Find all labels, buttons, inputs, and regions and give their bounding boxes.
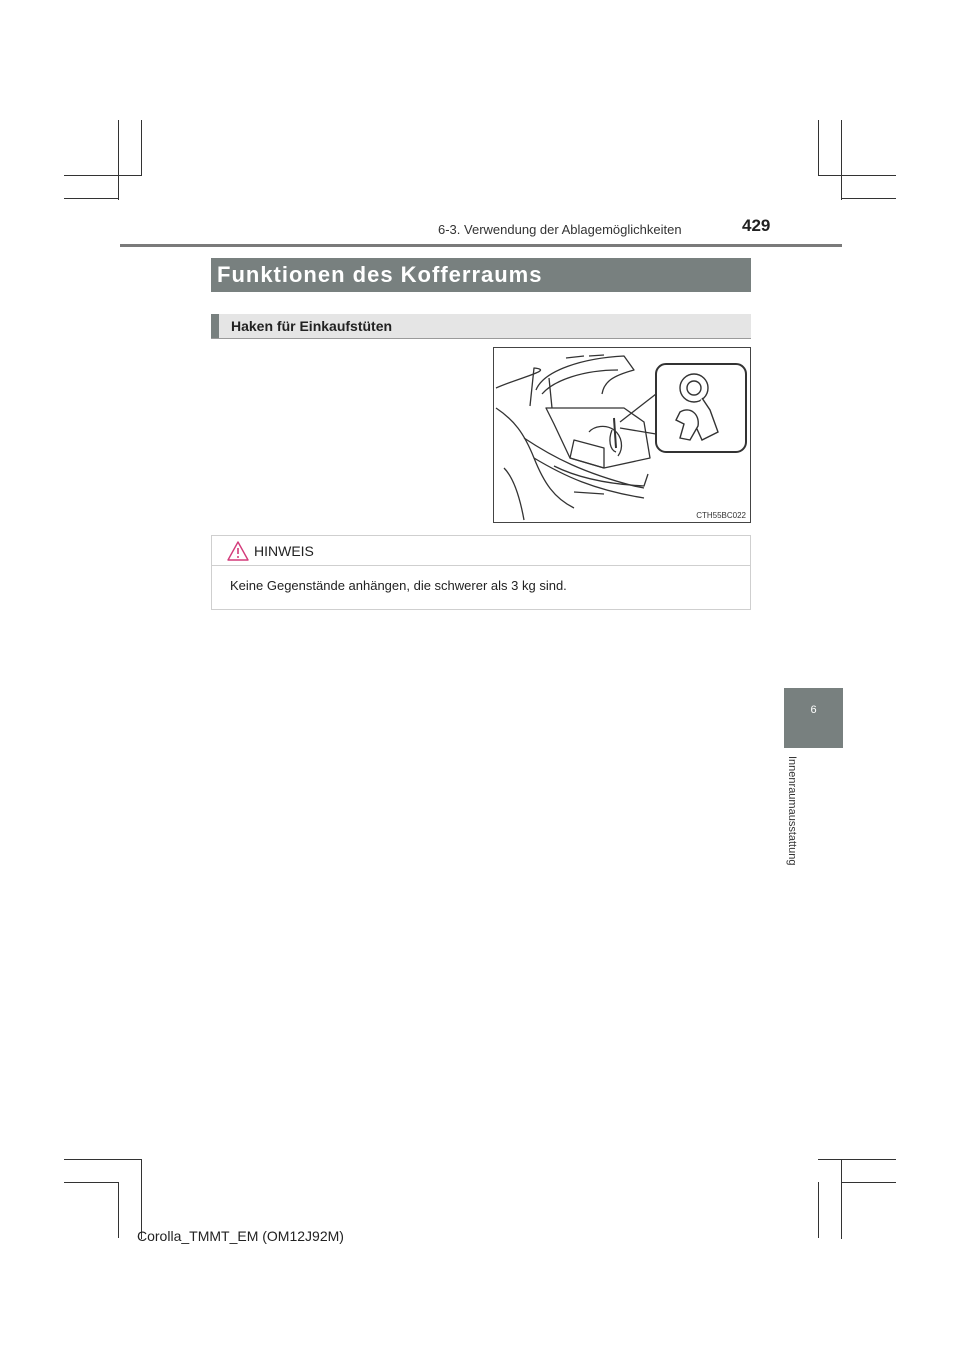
crop-mark <box>141 120 142 176</box>
chapter-label: Innenraumausstattung <box>786 756 798 866</box>
section-title: 6-3. Verwendung der Ablagemöglichkeiten <box>438 222 682 237</box>
crop-mark <box>64 198 119 199</box>
page-number: 429 <box>742 216 771 235</box>
crop-mark <box>64 175 142 176</box>
chapter-number: 6 <box>810 704 817 716</box>
crop-mark <box>818 175 896 176</box>
crop-mark <box>141 1159 142 1239</box>
crop-mark <box>841 1159 842 1239</box>
crop-mark <box>841 198 896 199</box>
crop-mark <box>841 120 842 200</box>
warning-triangle-icon <box>226 540 250 562</box>
trunk-hook-illustration <box>493 347 751 523</box>
crop-mark <box>841 1182 896 1183</box>
crop-mark <box>818 1182 819 1238</box>
chapter-tab <box>784 688 843 748</box>
subheading-rule <box>211 338 751 339</box>
crop-mark <box>818 1159 896 1160</box>
crop-mark <box>118 120 119 200</box>
notice-text: Keine Gegenstände anhängen, die schwerer als 3 kg sind. <box>230 578 567 593</box>
page-title: Funktionen des Kofferraums <box>211 258 751 292</box>
crop-mark <box>64 1159 142 1160</box>
crop-mark <box>818 120 819 176</box>
car-trunk-drawing <box>494 348 750 522</box>
document-id: Corolla_TMMT_EM (OM12J92M) <box>137 1228 344 1244</box>
crop-mark <box>64 1182 119 1183</box>
notice-header <box>212 536 750 566</box>
crop-mark <box>118 1182 119 1238</box>
chapter-label-wrap <box>786 756 806 896</box>
subheading-bar <box>211 314 751 339</box>
illustration-code: CTH55BC022 <box>696 511 746 520</box>
subheading: Haken für Einkaufstüten <box>231 318 393 334</box>
notice-title: HINWEIS <box>254 543 314 559</box>
header-rule <box>120 244 842 247</box>
notice-box <box>211 535 751 610</box>
